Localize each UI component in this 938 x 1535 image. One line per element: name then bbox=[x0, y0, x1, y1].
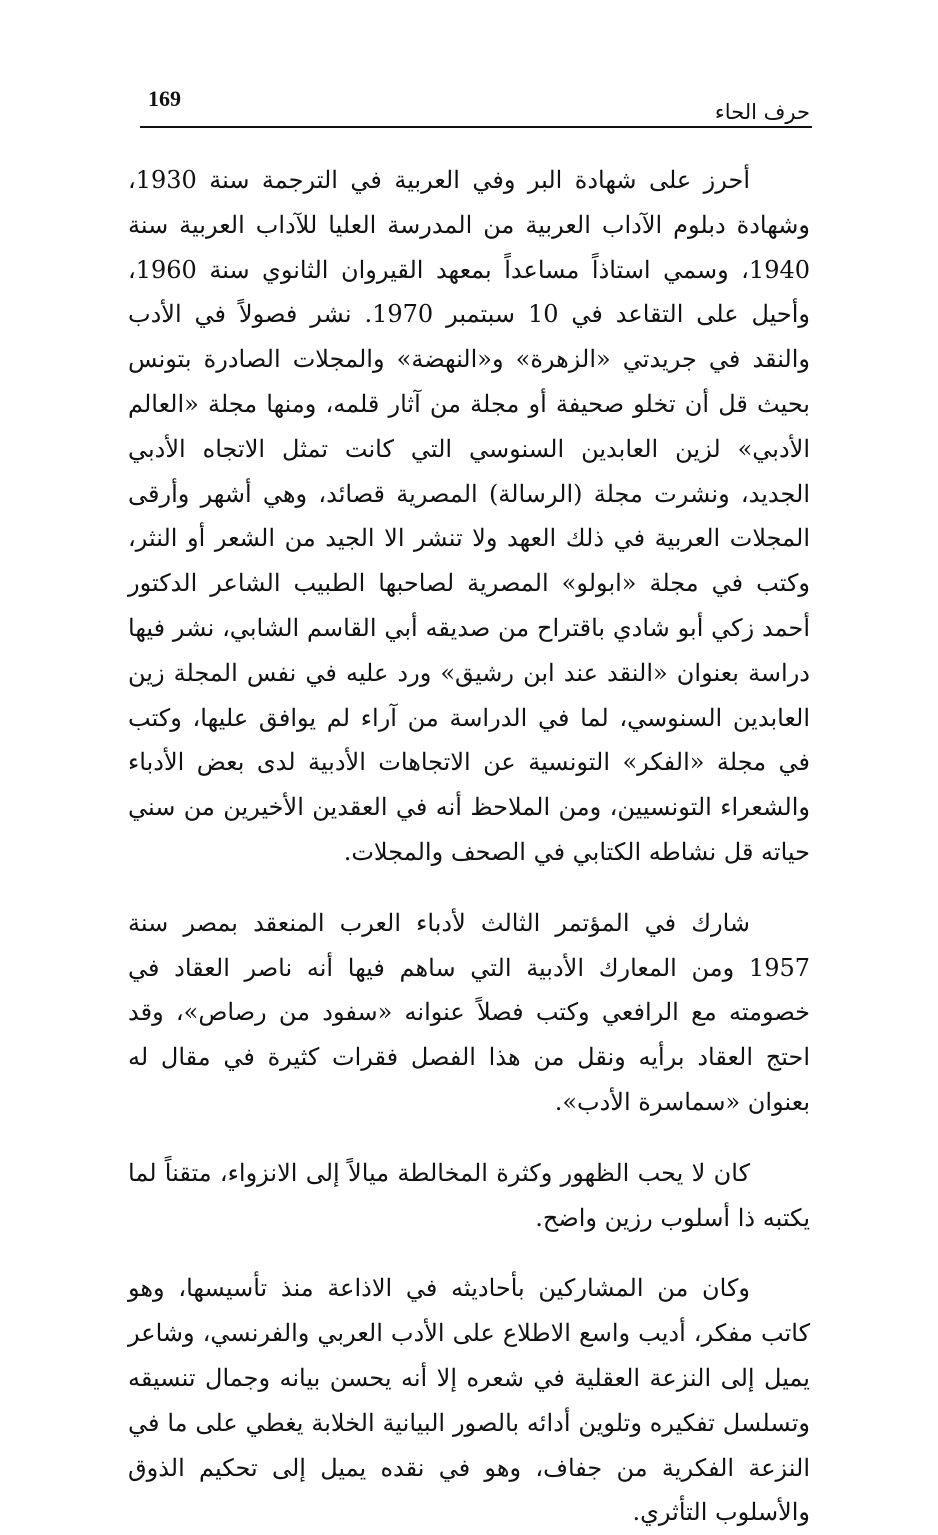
body-text bbox=[128, 158, 810, 1535]
paragraph-1: أحرز على شهادة البر وفي العربية في الترجمة سنة 1930، وشهادة دبلوم الآداب العربية من المدرسة العليا للآداب العربية سنة 1940، وسمي استاذاً مساعداً بمعهد القيروان الثانوي سنة 1960، وأحيل على التقاعد في 10 سبتمبر 1970. نشر فصولاً في الأدب والنقد في جريدتي «الزهرة» و«النهضة» والمجلات الصادرة بتونس بحيث قل أن تخلو صحيفة أو مجلة من آثار قلمه، ومنها مجلة «العالم الأدبي» لزين العابدين السنوسي التي كانت تمثل الاتجاه الأدبي الجديد، ونشرت مجلة (الرسالة) المصرية قصائد، وهي أشهر وأرقى المجلات العربية في ذلك العهد ولا تنشر الا الجيد من الشعر أو النثر، وكتب في مجلة «ابولو» المصرية لصاحبها الطبيب الشاعر الدكتور أحمد زكي أبو شادي باقتراح من صديقه أبي القاسم الشابي، نشر فيها دراسة بعنوان «النقد عند ابن رشيق» ورد عليه في نفس المجلة زين العابدين السنوسي، لما في الدراسة من آراء لم يوافق عليها، وكتب في مجلة «الفكر» التونسية عن الاتجاهات الأدبية لدى بعض الأدباء والشعراء التونسيين، ومن الملاحظ أنه في العقدين الأخيرين من سني حياته قل نشاطه الكتابي في الصحف والمجلات. bbox=[128, 166, 810, 866]
paragraph-2: شارك في المؤتمر الثالث لأدباء العرب المنعقد بمصر سنة 1957 ومن المعارك الأدبية التي ساهم فيها أنه ناصر العقاد في خصومته مع الرافعي وكتب فصلاً عنوانه «سفود من رصاص»، وقد احتج العقاد برأيه ونقل من هذا الفصل فقرات كثيرة في مقال له بعنوان «سماسرة الأدب». bbox=[128, 908, 810, 1116]
running-head: حرف الحاء bbox=[714, 100, 810, 124]
header-rule bbox=[140, 126, 812, 128]
page-header bbox=[140, 86, 810, 126]
paragraph-3: كان لا يحب الظهور وكثرة المخالطة ميالاً إلى الانزواء، متقناً لما يكتبه ذا أسلوب رزين واضح. bbox=[128, 1158, 810, 1232]
page-number: 169 bbox=[148, 86, 181, 111]
paragraph-4: وكان من المشاركين بأحاديثه في الاذاعة منذ تأسيسها، وهو كاتب مفكر، أديب واسع الاطلاع على الأدب العربي والفرنسي، وشاعر يميل إلى النزعة العقلية في شعره إلا أنه يحسن بيانه وجمال تنسيقه وتسلسل تفكيره وتلوين أدائه بالصور البيانية الخلابة يغطي على ما في النزعة الفكرية من جفاف، وهو في نقده يميل إلى تحكيم الذوق والأسلوب التأثري. bbox=[128, 1274, 810, 1527]
